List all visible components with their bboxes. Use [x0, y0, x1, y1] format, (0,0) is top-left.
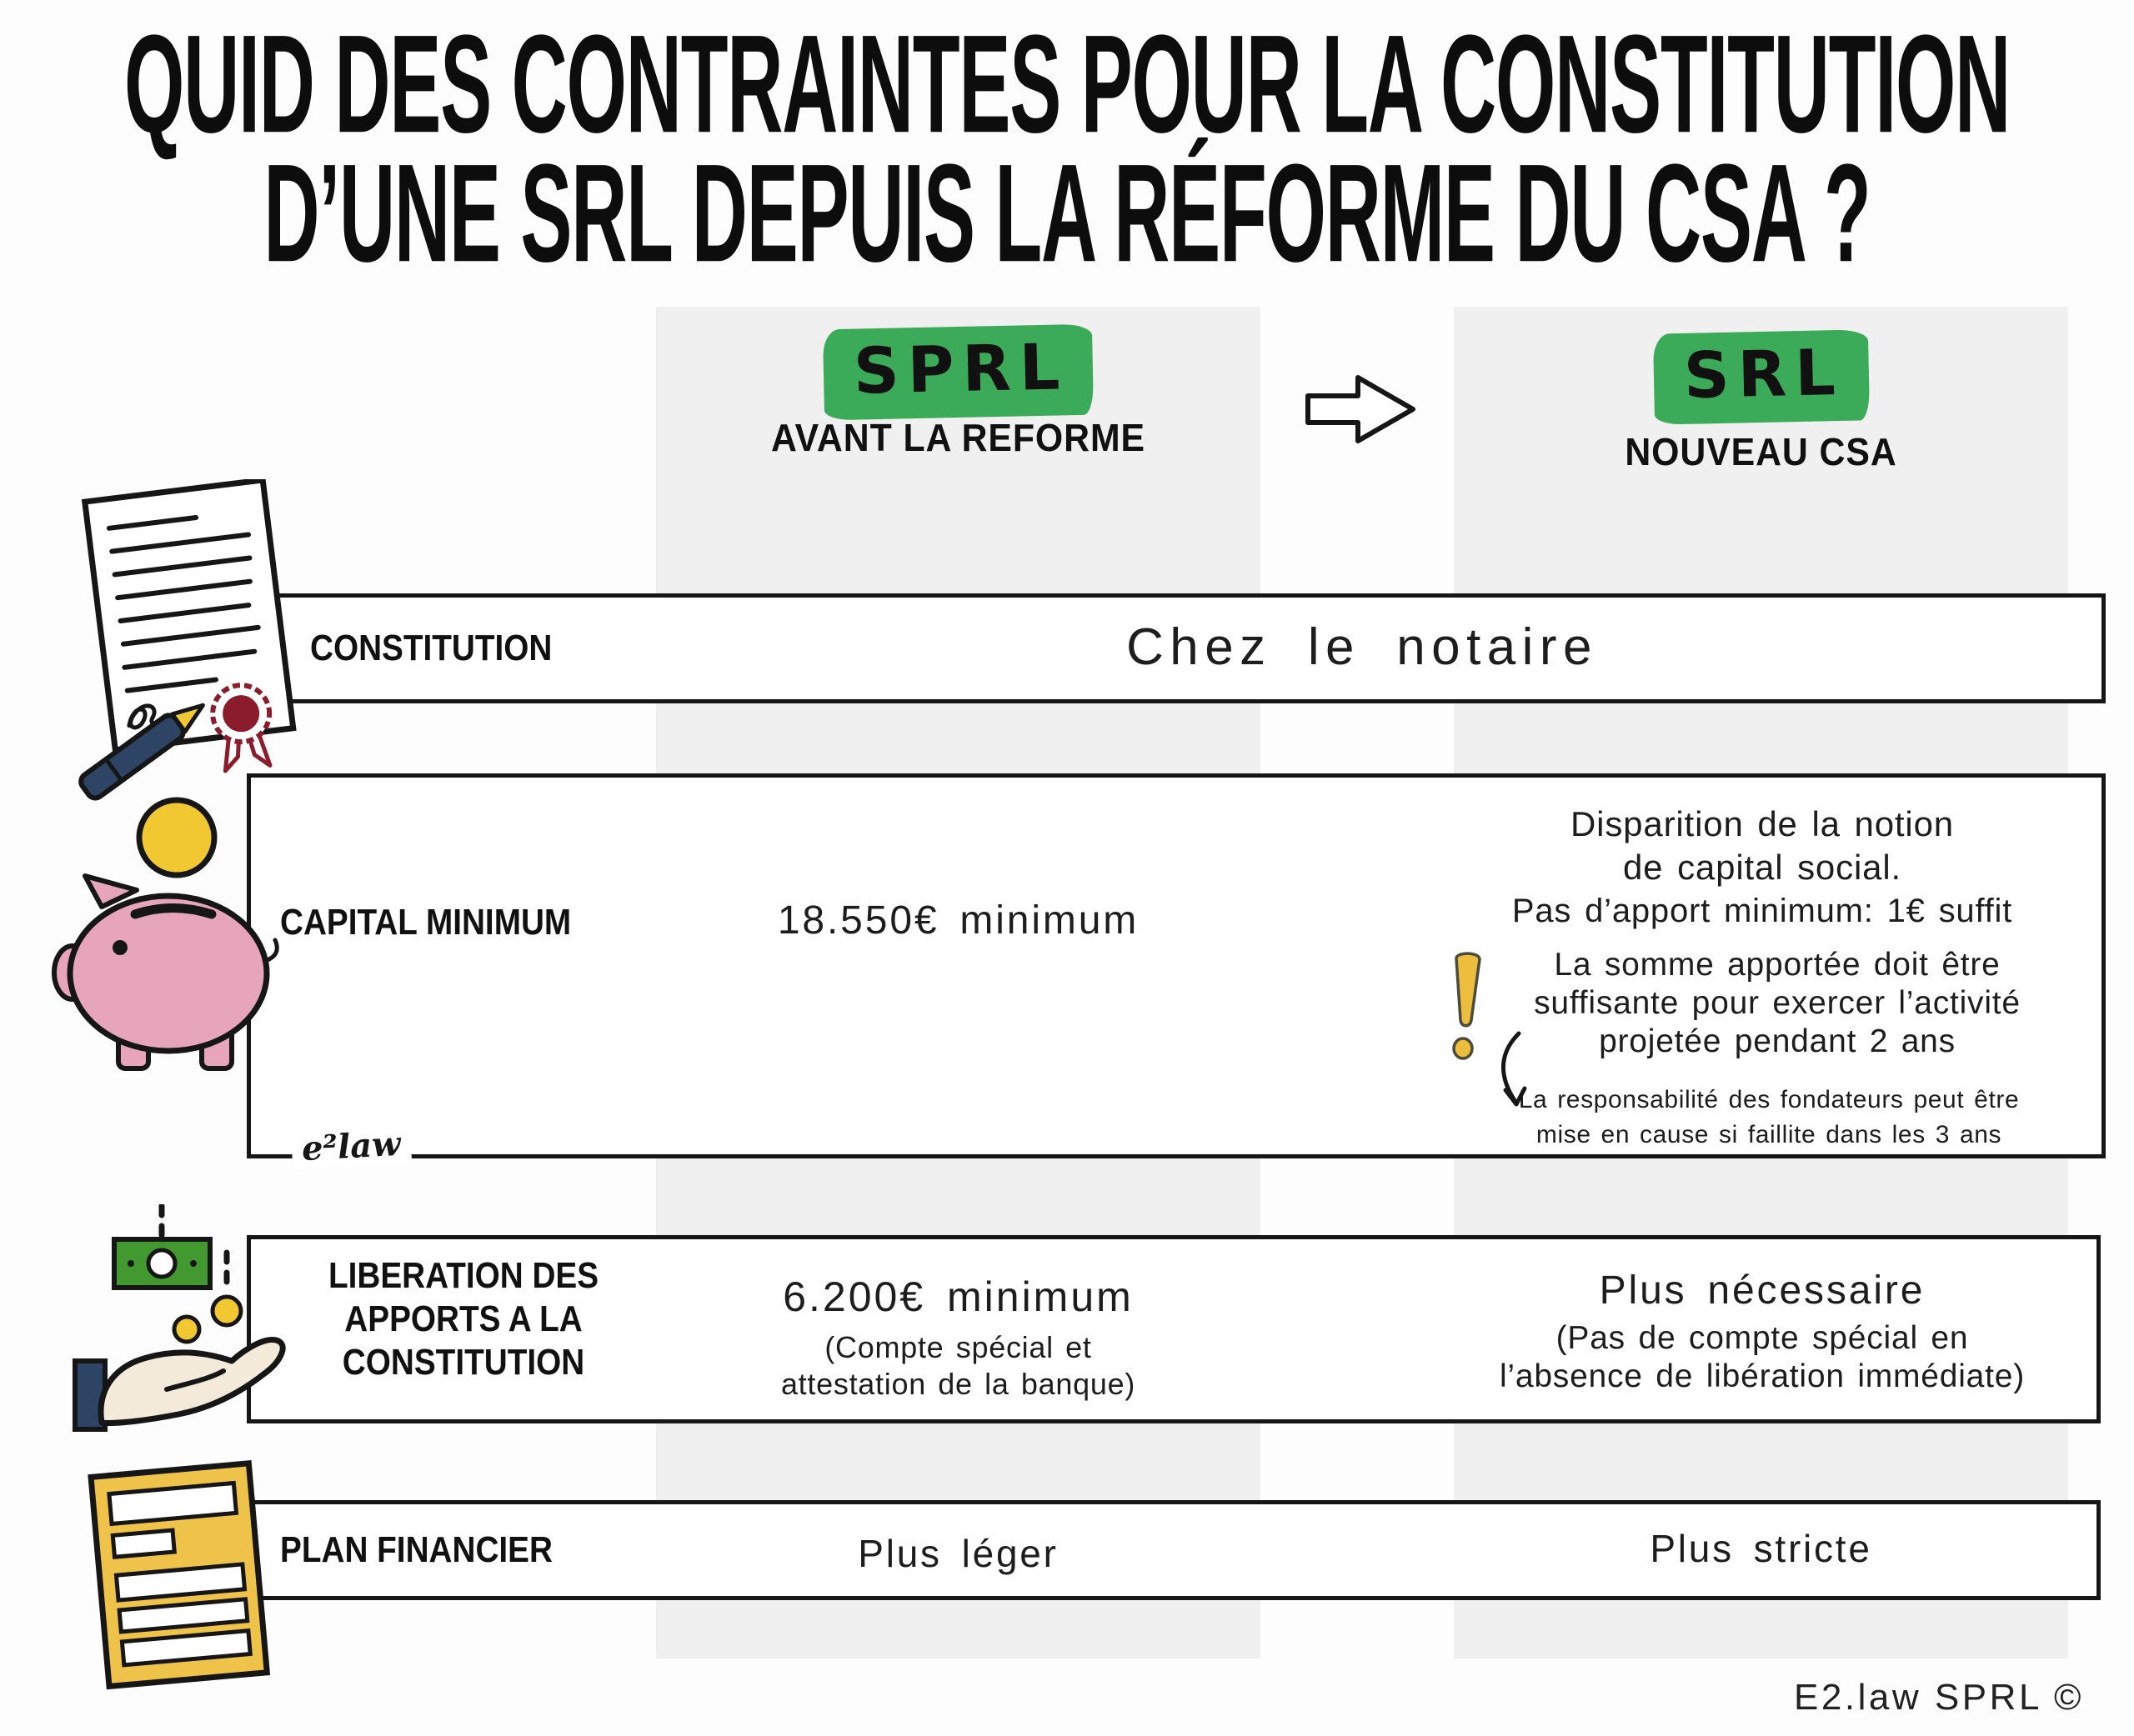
page-title-line1: QUID DES CONTRAINTES POUR LA CONSTITUTION	[123, 5, 2011, 162]
row-liberation-label-line3: CONSTITUTION	[342, 1342, 585, 1383]
financial-plan-icon	[77, 1454, 293, 1700]
row-constitution-value: Chez le notaire	[1126, 618, 1598, 676]
capital-after-line2: de capital social.	[1622, 848, 1902, 887]
capital-before-value: 18.550€ minimum	[777, 898, 1140, 943]
signed-contract-icon	[42, 479, 300, 813]
footer-credit: E2.law SPRL ©	[1793, 1677, 2084, 1718]
page-title-line2: D’UNE SRL DEPUIS LA RÉFORME DU CSA ?	[263, 134, 1871, 291]
liberation-before-line1: 6.200€ minimum	[783, 1273, 1134, 1320]
capital-warning-line1: La somme apportée doit être	[1554, 947, 2001, 983]
capital-warning-line2: suffisante pour exercer l’activité	[1534, 985, 2021, 1021]
column-after-header	[1454, 332, 2068, 423]
column-after-subtitle: NOUVEAU CSA	[1625, 430, 1897, 473]
capital-warning-line3: projetée pendant 2 ans	[1599, 1023, 1956, 1059]
row-liberation-label-line2: APPORTS A LA	[344, 1298, 583, 1339]
e2law-signature: e²law	[291, 1123, 412, 1168]
page-title-line1-wrap	[0, 5, 2134, 162]
capital-note-line2: mise en cause si faillite dans les 3 ans	[1535, 1121, 2002, 1148]
column-before-header	[656, 327, 1260, 418]
liberation-before-line2: (Compte spécial et	[824, 1330, 1092, 1364]
exclamation-icon	[1445, 952, 1490, 1070]
liberation-after-line2: (Pas de compte spécial en	[1555, 1320, 1969, 1356]
plan-after-value: Plus stricte	[1650, 1527, 1872, 1570]
badge-sprl: SPRL	[823, 324, 1095, 421]
liberation-after-line3: l’absence de libération immédiate)	[1499, 1358, 2026, 1394]
column-before-subtitle: AVANT LA REFORME	[770, 416, 1145, 459]
capital-note-line1: La responsabilité des fondateurs peut être	[1518, 1086, 2020, 1113]
row-liberation-label-line1: LIBERATION DES	[328, 1255, 599, 1296]
plan-before-value: Plus léger	[858, 1532, 1059, 1575]
row-plan-label: PLAN FINANCIER	[280, 1529, 553, 1570]
page-title-line2-wrap	[0, 134, 2134, 291]
arrow-right-icon	[1303, 373, 1420, 446]
curved-arrow-icon	[1490, 1030, 1540, 1113]
row-capital-label: CAPITAL MINIMUM	[280, 902, 572, 943]
piggy-bank-icon	[52, 796, 281, 1083]
badge-srl: SRL	[1653, 329, 1870, 424]
money-in-hand-icon	[68, 1204, 318, 1463]
liberation-after-line1: Plus nécessaire	[1599, 1268, 1926, 1313]
row-constitution-label: CONSTITUTION	[310, 628, 553, 668]
liberation-before-line3: attestation de la banque)	[780, 1367, 1136, 1401]
capital-after-line3: Pas d’apport minimum: 1€ suffit	[1511, 893, 2013, 929]
capital-after-line1: Disparition de la notion	[1570, 804, 1955, 843]
